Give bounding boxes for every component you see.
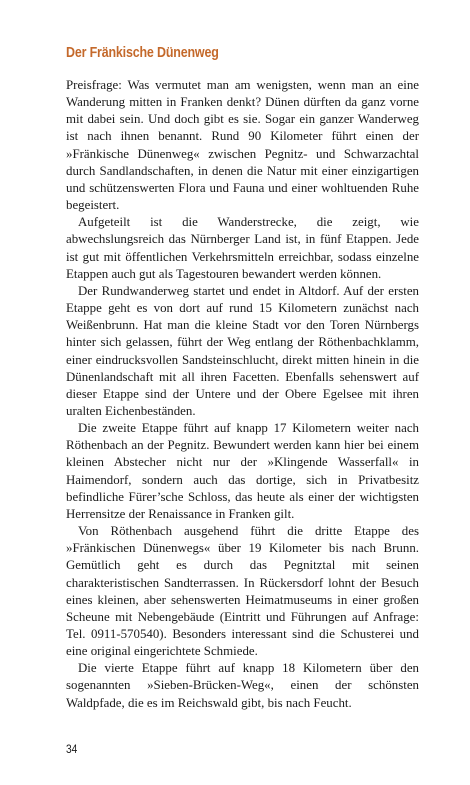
paragraph-second-stage: Die zweite Etappe führt auf knapp 17 Kilometern weiter nach Röthenbach an der Pegnitz. Bewundert werden kann hier bei einem kleinen Abstecher nicht nur der »Klingende Wasserfall« in Haimendorf, sondern auch das dortige, sich in Privatbesitz befindliche Fürer’sche Schloss, das heute als einer der wichtigsten Herrensitze der Renaissance in Franken gilt.: [66, 421, 419, 521]
section-heading: Der Fränkische Dünenweg: [66, 45, 219, 61]
paragraph-stages-overview: Aufgeteilt ist die Wanderstrecke, die zeigt, wie abwechslungsreich das Nürnberger Land ist, in fünf Etappen. Jede ist gut mit öffentlichen Verkehrsmitteln erreichbar, sodass einzelne Etappen auch gut als Tagestouren bewandert werden können.: [66, 215, 419, 281]
paragraph-fourth-stage: Die vierte Etappe führt auf knapp 18 Kilometern über den sogenannten »Sieben-Brücken-Weg«, einen der schönsten Waldpfade, die es im Reichswald gibt, bis nach Feucht.: [66, 661, 419, 710]
page-number: 34: [66, 742, 78, 756]
paragraph-intro: Preisfrage: Was vermutet man am wenigsten, wenn man an eine Wanderung mitten in Franken denkt? Dünen dürften da ganz vorne mit dabei sein. Und doch gibt es sie. Sogar ein ganzer Wanderweg ist nach ihnen benannt. Rund 90 Kilometer führt einen der »Fränkische Dünenweg« zwischen Pegnitz- und Schwarzachtal durch Sandlandschaften, in denen die Natur mit einer einzigartigen und schützenswerten Flora und Fauna und einer wohltuenden Ruhe begeistert.: [66, 78, 419, 213]
paragraph-third-stage: Von Röthenbach ausgehend führt die dritte Etappe des »Fränkischen Dünenwegs« über 19 Kilometer bis nach Brunn. Gemütlich geht es durch das Pegnitztal mit seinen charakteristischen Sandterrassen. In Rückersdorf lohnt der Besuch eines kleinen, aber sehenswerten Heimatmuseums in einer großen Scheune mit Nebengebäude (Eintritt und Führungen auf Anfrage: Tel. 0911-570540). Besonders interessant sind die Schusterei und eine original eingerichtete Schmiede.: [66, 524, 419, 659]
paragraph-first-stage: Der Rundwanderweg startet und endet in Altdorf. Auf der ersten Etappe geht es von dort auf rund 15 Kilometern zunächst nach Weißenbrunn. Hat man die kleine Stadt vor den Toren Nürnbergs hinter sich gelassen, führt der Weg entlang der Röthenbachklamm, einer eindrucksvollen Sandsteinschlucht, direkt mitten hinein in die Dünenlandschaft mit all ihren Facetten. Ebenfalls sehenswert auf dieser Etappe sind der Untere und der Obere Egelsee mit ihren uralten Eichenbeständen.: [66, 283, 419, 418]
body-text: [66, 77, 419, 712]
